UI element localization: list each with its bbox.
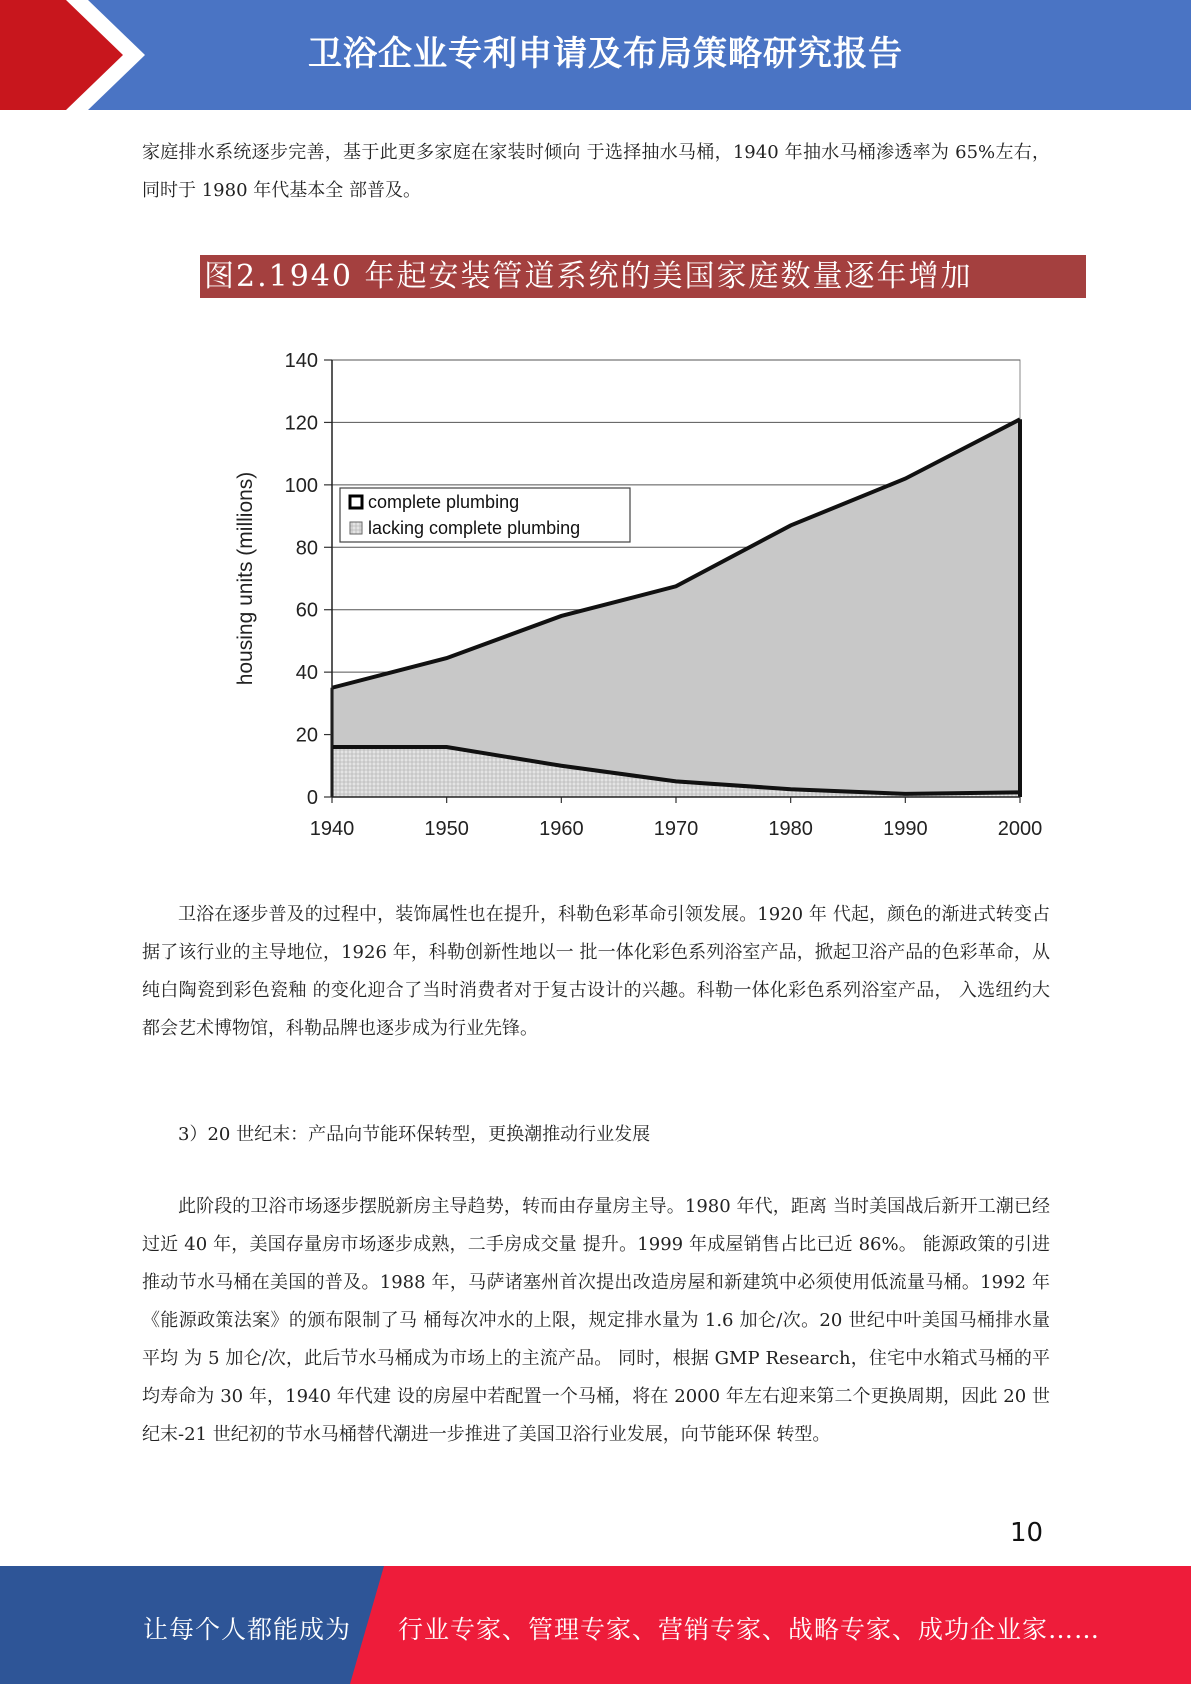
x-tick-label: 1990 — [883, 818, 928, 840]
x-tick-label: 1980 — [768, 818, 813, 840]
footer-slogan-right: 行业专家、管理专家、营销专家、战略专家、成功企业家…… — [398, 1615, 1101, 1644]
footer-banner — [0, 1566, 1191, 1684]
legend-label-lacking: lacking complete plumbing — [368, 518, 581, 538]
y-tick-label: 20 — [295, 724, 318, 747]
y-tick-label: 60 — [295, 599, 318, 622]
paragraph-intro: 家庭排水系统逐步完善，基于此更多家庭在家装时倾向 于选择抽水马桶，1940 年抽水马桶渗透率为 65%左右，同时于 1980 年代基本全 部普及。 — [142, 142, 1050, 201]
y-tick-label: 80 — [295, 537, 318, 560]
y-tick-label: 0 — [306, 787, 318, 809]
page-number: 10 — [1010, 1518, 1044, 1548]
section-heading: 3）20 世纪末：产品向节能环保转型，更换潮推动行业发展 — [178, 1124, 651, 1145]
y-tick-label: 120 — [284, 412, 318, 435]
paragraph-color-revolution: 卫浴在逐步普及的过程中，装饰属性也在提升，科勒色彩革命引领发展。1920 年 代起，颜色的渐进式转变占据了该行业的主导地位，1926 年，科勒创新性地以一 批一体化彩色系列浴室产品，掀起卫浴产品的色彩革命，从纯白陶瓷到彩色瓷釉 的变化迎合了当时消费者对于复古设计的兴趣。科勒一体化彩色系列浴室产品， 入选纽约大都会艺术博物馆，科勒品牌也逐步成为行业先锋。 — [142, 904, 1050, 1039]
report-title: 卫浴企业专利申请及布局策略研究报告 — [308, 34, 903, 74]
x-tick-label: 1970 — [653, 818, 699, 840]
x-tick-label: 1940 — [309, 818, 355, 840]
plumbing-area-chart — [190, 320, 1090, 860]
legend-label-complete: complete plumbing — [368, 492, 520, 512]
x-tick-label: 1950 — [424, 818, 469, 840]
x-tick-label: 2000 — [997, 818, 1043, 840]
legend-swatch-complete — [350, 496, 362, 508]
legend-swatch-lacking — [350, 522, 362, 534]
x-tick-label: 1960 — [539, 818, 584, 840]
header-banner — [0, 0, 1191, 110]
y-axis-label: housing units (millions) — [234, 471, 257, 686]
footer-slogan-left: 让每个人都能成为 — [143, 1615, 352, 1644]
paragraph-energy-policy: 此阶段的卫浴市场逐步摆脱新房主导趋势，转而由存量房主导。1980 年代，距离 当时美国战后新开工潮已经过近 40 年，美国存量房市场逐步成熟，二手房成交量 提升。1999 年成屋销售占比已近 86%。 能源政策的引进推动节水马桶在美国的普及。1988 年，马萨诸塞州首次提出改造房屋和新建筑中必须使用低流量马桶。1992 年《能源政策法案》的颁布限制了马 桶每次冲水的上限，规定排水量为 1.6 加仑/次。20 世纪中叶美国马桶排水量平均 为 5 加仑/次，此后节水马桶成为市场上的主流产品。 同时，根据 GMP Research，住宅中水箱式马桶的平均寿命为 30 年，1940 年代建 设的房屋中若配置一个马桶，将在 2000 年左右迎来第二个更换周期，因此 20 世纪末-21 世纪初的节水马桶替代潮进一步推进了美国卫浴行业发展，向节能环保 转型。 — [142, 1196, 1050, 1445]
y-tick-label: 140 — [284, 350, 318, 372]
figure-title: 图2.1940 年起安装管道系统的美国家庭数量逐年增加 — [200, 255, 1086, 298]
y-tick-label: 40 — [295, 662, 318, 685]
y-tick-label: 100 — [284, 474, 318, 497]
